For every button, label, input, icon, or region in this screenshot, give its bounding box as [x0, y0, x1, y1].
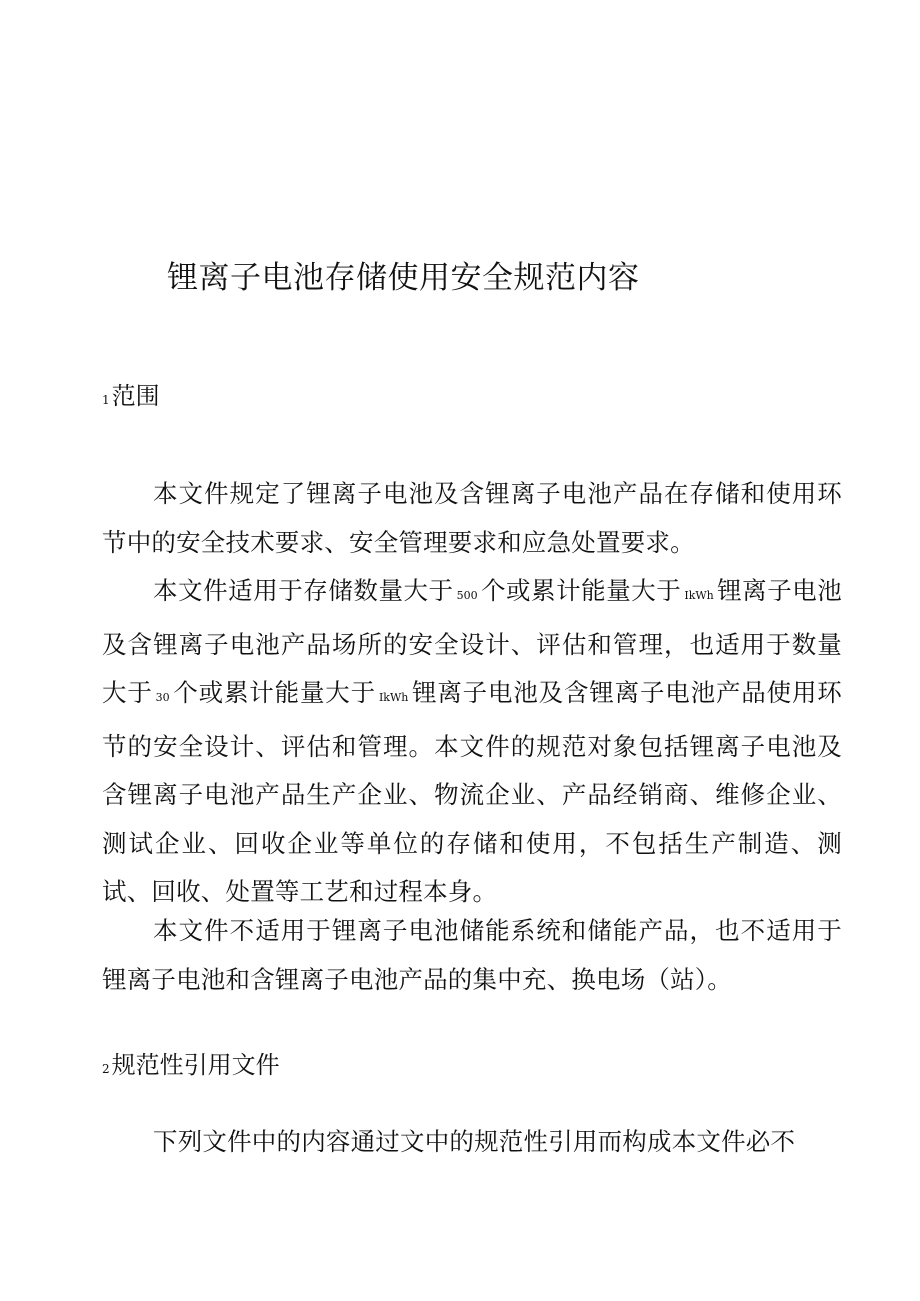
section-2-heading: [102, 1049, 280, 1085]
paragraph-2-text-2: 个或累计能量大于: [480, 576, 682, 605]
quantity-30: 30: [155, 691, 170, 704]
energy-1kwh: IkWh: [684, 589, 714, 602]
paragraph-2-text-5: 锂离子电池及含锂离子电池产品使用环节的安全设计、评估和管理。本文件的规范对象包括锂离子电池及含锂离子电池产品生产企业、物流企业、产品经销商、维修企业、测试企业、回收企业等单位的存储和使用，不包括生产制造、测试、回收、处置等工艺和过程本身。: [102, 678, 842, 906]
paragraph-2-text-4: 个或累计能量大于: [172, 678, 376, 707]
paragraph-2-text-3: 锂离子电池及含锂离子电池产品场所的安全设计、评估和管理，也适用于数量大于: [102, 576, 842, 707]
paragraph-2-text-1: 本文件适用于存储数量大于: [153, 576, 454, 605]
quantity-500: 500: [456, 589, 478, 602]
section-1-paragraph-3: 本文件不适用于锂离子电池储能系统和储能产品，也不适用于锂离子电池和含锂离子电池产品的集中充、换电场（站）。: [102, 916, 842, 994]
energy-1kwh-2: IkWh: [378, 691, 409, 704]
section-2-title: 规范性引用文件: [111, 1051, 280, 1079]
section-2-paragraph-1: 下列文件中的内容通过文中的规范性引用而构成本文件必不: [153, 1127, 796, 1156]
section-1-heading: [102, 380, 160, 416]
section-1-paragraph-1: 本文件规定了锂离子电池及含锂离子电池产品在存储和使用环节中的安全技术要求、安全管理要求和应急处置要求。: [102, 479, 842, 557]
section-1-paragraph-2: [102, 567, 842, 917]
section-2-number: 2: [102, 1062, 110, 1076]
document-title: 锂离子电池存储使用安全规范内容: [167, 260, 640, 296]
section-1-title: 范围: [111, 382, 160, 410]
section-1-number: 1: [102, 393, 110, 407]
